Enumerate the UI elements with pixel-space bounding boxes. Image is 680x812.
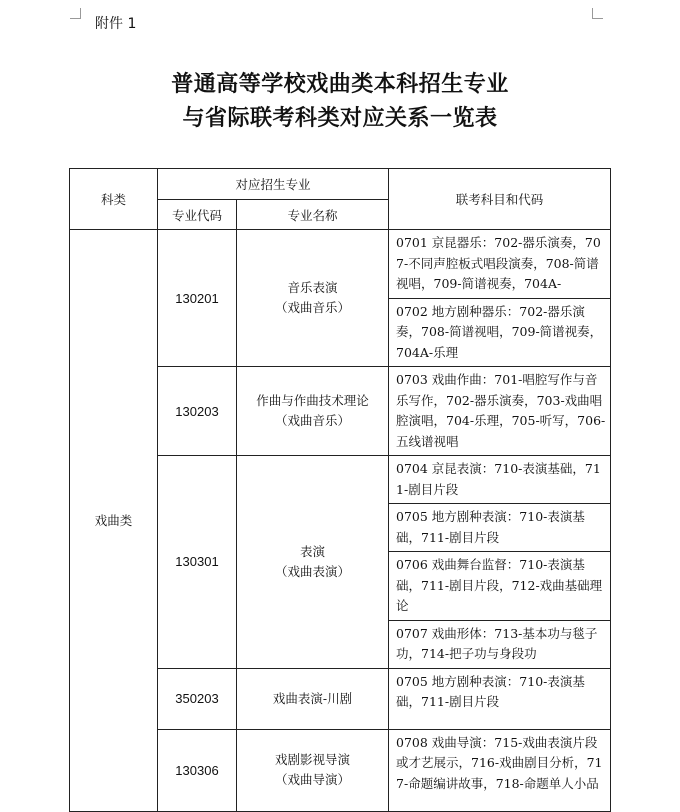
page-corner-mark-right: [592, 8, 603, 19]
exam-subject-cell: 0705 地方剧种表演：710-表演基础，711-剧目片段: [389, 668, 611, 729]
header-exam-subjects: 联考科目和代码: [389, 169, 611, 230]
document-title-line-1: 普通高等学校戏曲类本科招生专业: [171, 71, 509, 97]
major-name: 戏曲表演-川剧: [272, 690, 353, 706]
major-name: 作曲与作曲技术理论: [256, 393, 369, 408]
major-code-cell: 130203: [158, 367, 237, 456]
annex-label: 附件 1: [95, 16, 137, 32]
major-sub-name: （戏曲音乐）: [275, 413, 351, 428]
major-name-cell: [237, 456, 389, 669]
exam-subject-cell: 0704 京昆表演：710-表演基础，711-剧目片段: [389, 456, 611, 504]
exam-subject-cell: 0707 戏曲形体：713-基本功与毯子功，714-把子功与身段功: [389, 620, 611, 668]
exam-subject-cell: 0705 地方剧种表演：710-表演基础，711-剧目片段: [389, 504, 611, 552]
major-name: 戏剧影视导演: [275, 752, 351, 767]
major-name-cell: [237, 729, 389, 811]
header-major-group: 对应招生专业: [158, 169, 389, 200]
exam-subject-cell: 0703 戏曲作曲：701-唱腔写作与音乐写作，702-器乐演奏，703-戏曲唱腔演唱，704-乐理，705-听写，706-五线谱视唱: [389, 367, 611, 456]
major-name-cell: [237, 367, 389, 456]
major-name-cell: [237, 230, 389, 367]
document-title-line-2: 与省际联考科类对应关系一览表: [182, 105, 498, 131]
exam-subject-cell: 0701 京昆器乐：702-器乐演奏，707-不同声腔板式唱段演奏，708-简谱视唱，709-简谱视奏，704A-: [389, 230, 611, 299]
major-sub-name: （戏曲表演）: [275, 563, 351, 579]
major-code-cell: 130306: [158, 729, 237, 811]
table-row: [70, 230, 611, 299]
page-corner-mark-left: [70, 8, 81, 19]
major-code-cell: 130301: [158, 456, 237, 669]
exam-subject-cell: 0702 地方剧种器乐：702-器乐演奏，708-简谱视唱，709-简谱视奏，704A-乐理: [389, 298, 611, 367]
major-name: 音乐表演: [287, 280, 338, 295]
correspondence-table: [69, 168, 611, 812]
major-code-cell: 130201: [158, 230, 237, 367]
header-major-code: 专业代码: [158, 200, 237, 230]
major-code-cell: 350203: [158, 668, 237, 729]
major-name: 表演: [300, 543, 326, 559]
major-name-cell: [237, 668, 389, 729]
major-sub-name: （戏曲导演）: [275, 772, 351, 787]
header-category: 科类: [70, 169, 158, 230]
exam-subject-cell: 0708 戏曲导演：715-戏曲表演片段或才艺展示，716-戏曲剧目分析，717-命题编讲故事，718-命题单人小品: [389, 729, 611, 811]
header-row-1: [70, 169, 611, 200]
category-cell: 戏曲类: [70, 230, 158, 812]
header-major-name: 专业名称: [237, 200, 389, 230]
exam-subject-cell: 0706 戏曲舞台监督：710-表演基础，711-剧目片段，712-戏曲基础理论: [389, 552, 611, 621]
major-sub-name: （戏曲音乐）: [275, 300, 351, 315]
